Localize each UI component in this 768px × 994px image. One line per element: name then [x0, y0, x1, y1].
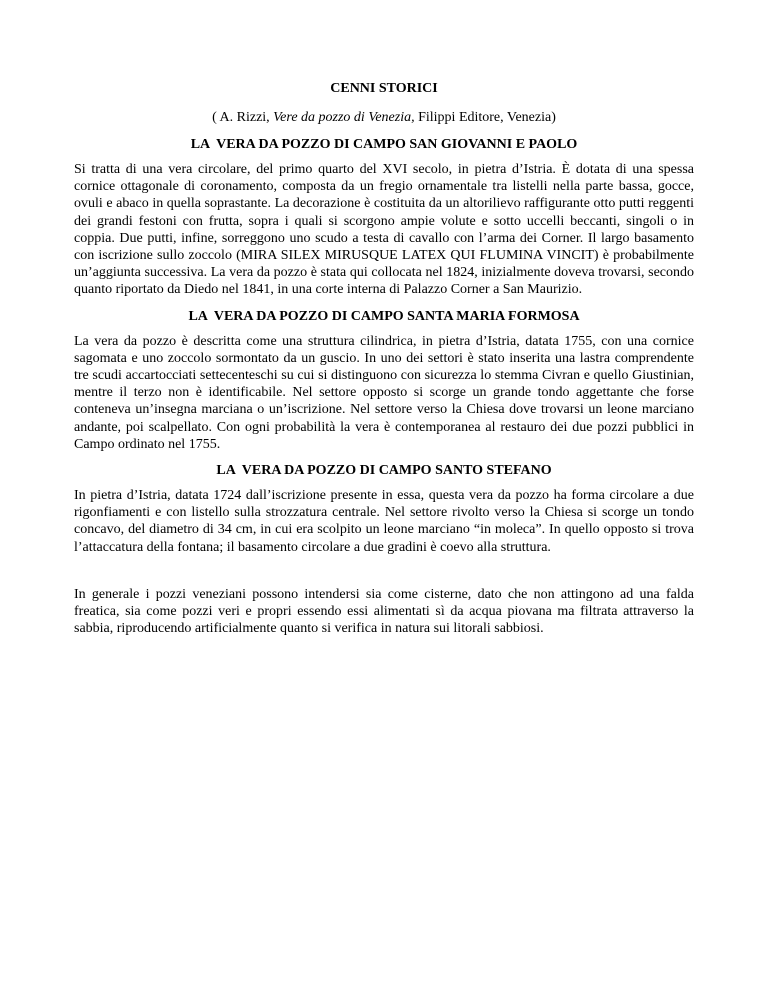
- source-citation: [74, 109, 694, 126]
- document-title: CENNI STORICI: [330, 81, 438, 96]
- section-heading-san-giovanni-e-paolo: LA VERA DA POZZO DI CAMPO SAN GIOVANNI E PAOLO: [190, 137, 578, 152]
- source-book-title: Vere da pozzo di Venezia,: [273, 110, 415, 125]
- closing-paragraph: In generale i pozzi veneziani possono intendersi sia come cisterne, dato che non attingono ad una falda freatica, sia come pozzi veri e propri essendo essi alimentati sì da acqua piovana ma filtrata attraverso la sabbia, riproducendo artificialmente quanto si verifica in natura sui litorali sabbiosi.: [74, 586, 694, 637]
- section-text-san-giovanni-e-paolo: Si tratta di una vera circolare, del primo quarto del XVI secolo, in pietra d’Istria. È dotata di una spessa cornice ottagonale di coronamento, composta da un fregio ornamentale tra listelli nella parte bassa, gocce, ovuli e abaco in quella soprastante. La decorazione è costituita da un altorilievo raffigurante otto putti reggenti dei grandi festoni con frutta, sopra i quali si scorgono ampie volute e sotto uccelli beccanti, singoli o in coppia. Due putti, infine, sorreggono uno scudo a testa di cavallo con l’arma dei Corner. Il largo basamento con iscrizione sullo zoccolo (MIRA SILEX MIRUSQUE LATEX QUI FLUMINA VINCIT) è probabilmente un’aggiunta successiva. La vera da pozzo è stata qui collocata nel 1824, inizialmente doveva trovarsi, secondo quanto riportato da Diedo nel 1841, in una corte interna di Palazzo Corner a San Maurizio.: [74, 162, 694, 298]
- section-heading-santa-maria-formosa: LA VERA DA POZZO DI CAMPO SANTA MARIA FORMOSA: [188, 308, 580, 324]
- section-text-santa-maria-formosa: La vera da pozzo è descritta come una struttura cilindrica, in pietra d’Istria, datata 1755, con una cornice sagomata e uno zoccolo sormontato da un guscio. In uno dei settori è stato inserita una lastra comprendente tre scudi accartocciati settecenteschi su cui si distinguono con sicurezza lo stemma Civran e quello Giustinian, mentre il terzo non è identificabile. Nel settore opposto si scorge un grande tondo aggettante che forse conteneva un’insegna marciana o un’iscrizione. Nel settore verso la Chiesa dove trovarsi un leone marciano andante, poi scalpellato. Con ogni probabilità la vera è contemporanea al restauro dei due pozzi pubblici in Campo ordinato nel 1755.: [74, 333, 694, 452]
- section-heading-santo-stefano: LA VERA DA POZZO DI CAMPO SANTO STEFANO: [216, 463, 552, 479]
- source-publisher: Filippi Editore, Venezia): [414, 110, 556, 125]
- document-page: [74, 80, 694, 646]
- source-author: ( A. Rizzi,: [212, 110, 274, 125]
- section-text-santo-stefano: In pietra d’Istria, datata 1724 dall’iscrizione presente in essa, questa vera da pozzo ha forma circolare a due rigonfiamenti e con listello sulla strozzatura centrale. Nel settore rivolto verso la Chiesa si scorge un tondo concavo, del diametro di 34 cm, in cui era scolpito un leone marciano “in moleca”. In quello opposto si trova l’attaccatura della fontana; il basamento circolare a due gradini è coevo alla struttura.: [74, 488, 694, 555]
